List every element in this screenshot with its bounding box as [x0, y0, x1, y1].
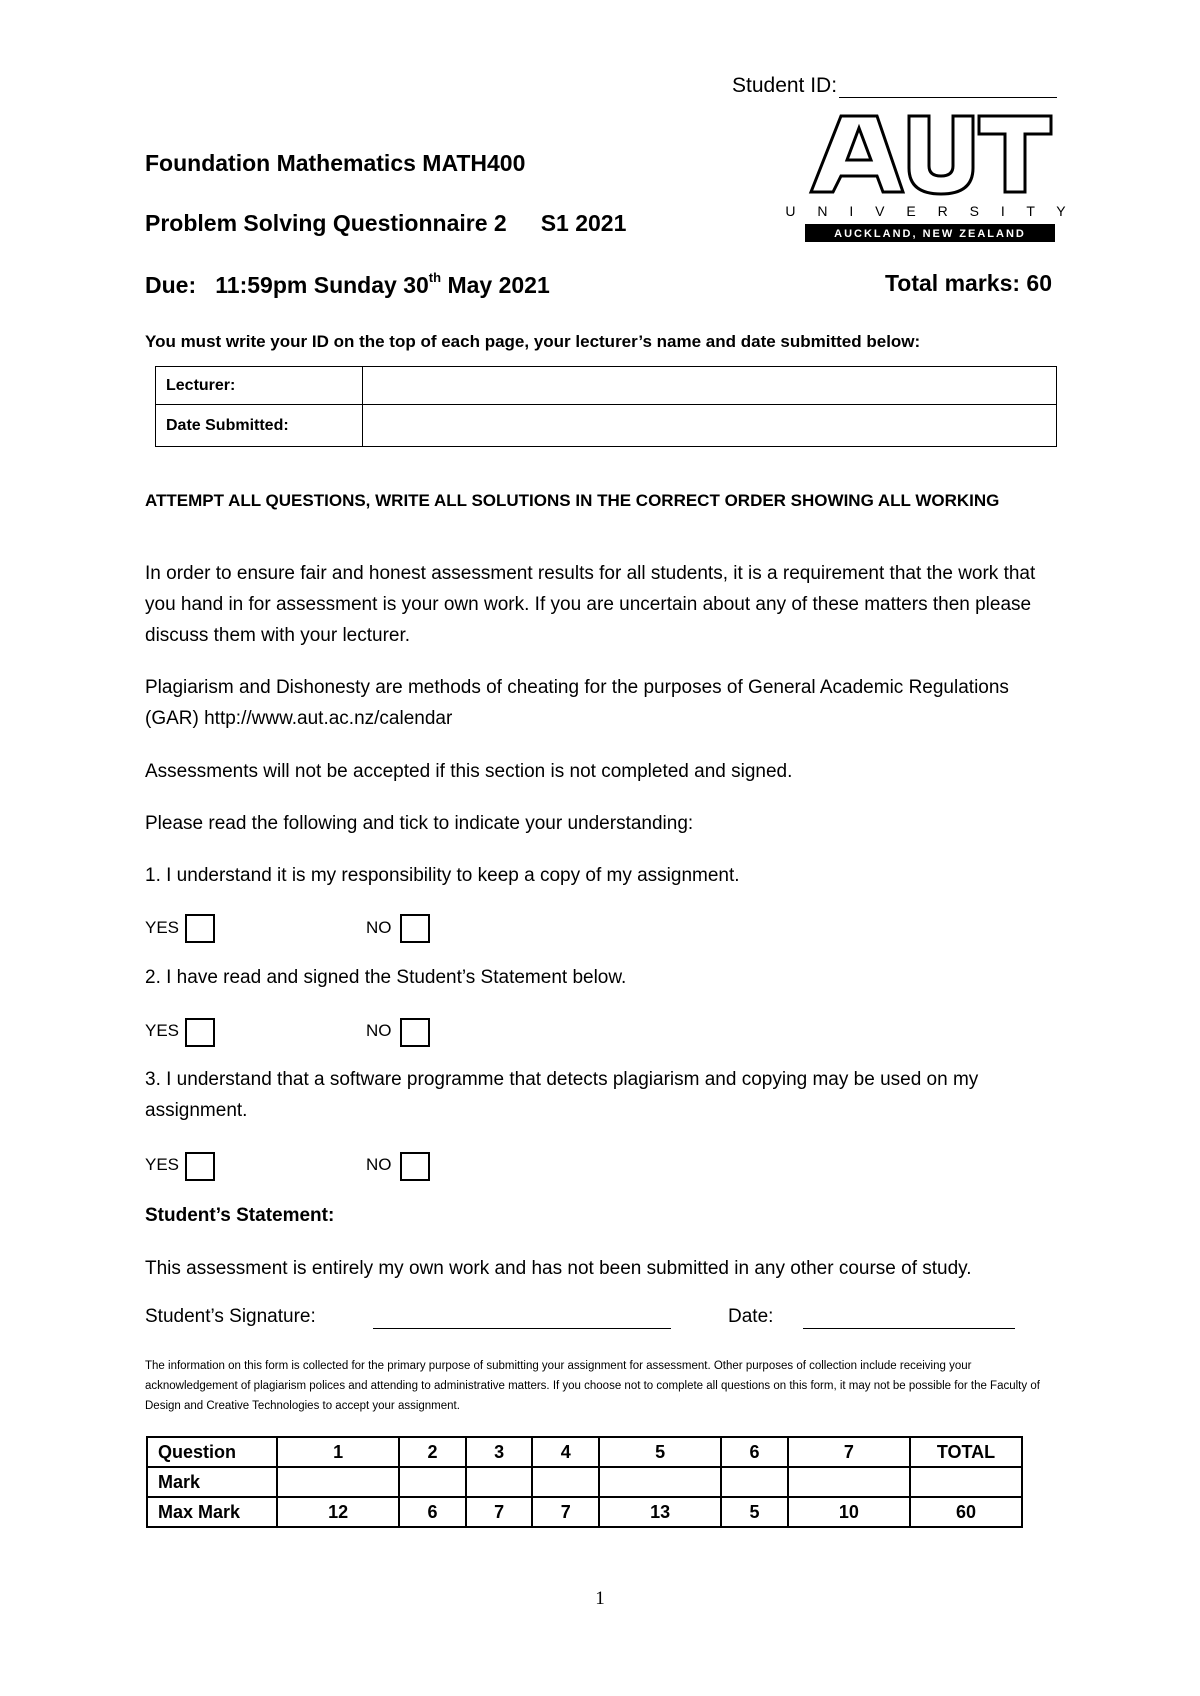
marks-header-row	[147, 1437, 1022, 1467]
due-date-main: Due: 11:59pm Sunday 30	[145, 272, 429, 298]
q2-yes-checkbox[interactable]	[185, 1018, 215, 1047]
marks-header-cell: 1	[277, 1437, 399, 1467]
mark-cell	[277, 1467, 399, 1497]
max-mark-cell: 7	[466, 1497, 533, 1527]
q3-no-checkbox[interactable]	[400, 1152, 430, 1181]
marks-header-cell: 7	[788, 1437, 910, 1467]
max-mark-cell: 12	[277, 1497, 399, 1527]
lecturer-table	[155, 366, 1057, 447]
max-mark-row	[147, 1497, 1022, 1527]
marks-header-cell: Question	[147, 1437, 277, 1467]
logo-university: U N I V E R S I T Y	[785, 203, 1075, 219]
questionnaire-name: Problem Solving Questionnaire 2	[145, 210, 507, 236]
statement-date-line[interactable]	[803, 1328, 1015, 1329]
mark-cell	[721, 1467, 788, 1497]
marks-table	[146, 1436, 1023, 1528]
date-submitted-input-cell[interactable]	[363, 405, 1057, 447]
q1-no-label: NO	[366, 918, 392, 937]
not-accepted-paragraph: Assessments will not be accepted if this section is not completed and signed.	[145, 761, 793, 782]
signature-label: Student’s Signature:	[145, 1306, 316, 1327]
mark-cell	[910, 1467, 1022, 1497]
q2-no-label: NO	[366, 1021, 392, 1040]
question-2-text: 2. I have read and signed the Student’s Statement below.	[145, 967, 627, 988]
q1-no-checkbox[interactable]	[400, 914, 430, 943]
due-date-month: May 2021	[441, 272, 550, 298]
lecturer-input-cell[interactable]	[363, 367, 1057, 405]
marks-header-cell: 5	[599, 1437, 721, 1467]
mark-cell	[532, 1467, 599, 1497]
semester: S1 2021	[540, 210, 627, 236]
question-1-text: 1. I understand it is my responsibility to keep a copy of my assignment.	[145, 865, 740, 886]
questionnaire-title	[145, 210, 626, 237]
page-number: 1	[595, 1588, 605, 1609]
max-mark-cell: 7	[532, 1497, 599, 1527]
student-id-field	[732, 74, 1057, 98]
plagiarism-paragraph: Plagiarism and Dishonesty are methods of cheating for the purposes of General Academic Regulations (GAR) http://www.aut.ac.nz/calendar	[145, 677, 1009, 729]
max-mark-cell: 60	[910, 1497, 1022, 1527]
date-submitted-label: Date Submitted:	[156, 405, 363, 447]
integrity-paragraph: In order to ensure fair and honest assessment results for all students, it is a requirement that the work that you hand in for assessment is your own work. If you are uncertain about any of these matters then please discuss them with your lecturer.	[145, 563, 1036, 646]
signature-line[interactable]	[373, 1328, 671, 1329]
statement-text: This assessment is entirely my own work and has not been submitted in any other course of study.	[145, 1258, 972, 1279]
marks-header-cell: 6	[721, 1437, 788, 1467]
marks-header-cell: 4	[532, 1437, 599, 1467]
marks-header-cell: TOTAL	[910, 1437, 1022, 1467]
tick-instruction: Please read the following and tick to indicate your understanding:	[145, 813, 694, 834]
aut-logo	[785, 110, 1075, 245]
statement-title: Student’s Statement:	[145, 1205, 335, 1226]
total-marks: Total marks: 60	[884, 270, 1052, 296]
mark-cell	[788, 1467, 910, 1497]
id-instruction: You must write your ID on the top of each page, your lecturer’s name and date submitted below:	[145, 332, 921, 351]
q2-yes-label: YES	[145, 1021, 180, 1040]
max-mark-label: Max Mark	[147, 1497, 277, 1527]
marks-header-cell: 3	[466, 1437, 533, 1467]
privacy-notice: The information on this form is collected for the primary purpose of submitting your assignment for assessment. Other purposes of collection include receiving your acknowledgement of plagiarism polices and attending to administrative matters. If you choose not to complete all questions on this form, it may not be possible for the Faculty of Design and Creative Technologies to accept your assignment.	[145, 1360, 1040, 1412]
q3-no-label: NO	[366, 1155, 392, 1174]
mark-cell	[599, 1467, 721, 1497]
max-mark-cell: 5	[721, 1497, 788, 1527]
lecturer-label: Lecturer:	[156, 367, 363, 405]
logo-location: AUCKLAND, NEW ZEALAND	[834, 228, 1026, 240]
mark-cell	[399, 1467, 466, 1497]
attempt-heading: ATTEMPT ALL QUESTIONS, WRITE ALL SOLUTIONS IN THE CORRECT ORDER SHOWING ALL WORKING	[145, 491, 1000, 510]
mark-row-label: Mark	[147, 1467, 277, 1497]
statement-date-label: Date:	[728, 1306, 774, 1327]
mark-row	[147, 1467, 1022, 1497]
max-mark-cell: 13	[599, 1497, 721, 1527]
student-id-label: Student ID:	[732, 74, 838, 97]
max-mark-cell: 6	[399, 1497, 466, 1527]
q1-yes-label: YES	[145, 918, 180, 937]
student-id-line[interactable]	[839, 77, 1057, 98]
due-date-sup: th	[428, 270, 442, 285]
logo-letter-t	[979, 116, 1051, 192]
marks-header-cell: 2	[399, 1437, 466, 1467]
logo-letter-a	[811, 116, 903, 192]
course-title: Foundation Mathematics MATH400	[145, 150, 526, 176]
mark-cell	[466, 1467, 533, 1497]
due-date	[145, 270, 550, 299]
max-mark-cell: 10	[788, 1497, 910, 1527]
question-3-text: 3. I understand that a software programme that detects plagiarism and copying may be used on my assignment.	[145, 1069, 979, 1121]
q1-yes-checkbox[interactable]	[185, 914, 215, 943]
q3-yes-checkbox[interactable]	[185, 1152, 215, 1181]
q2-no-checkbox[interactable]	[400, 1018, 430, 1047]
q3-yes-label: YES	[145, 1155, 180, 1174]
logo-letter-u	[909, 116, 973, 194]
